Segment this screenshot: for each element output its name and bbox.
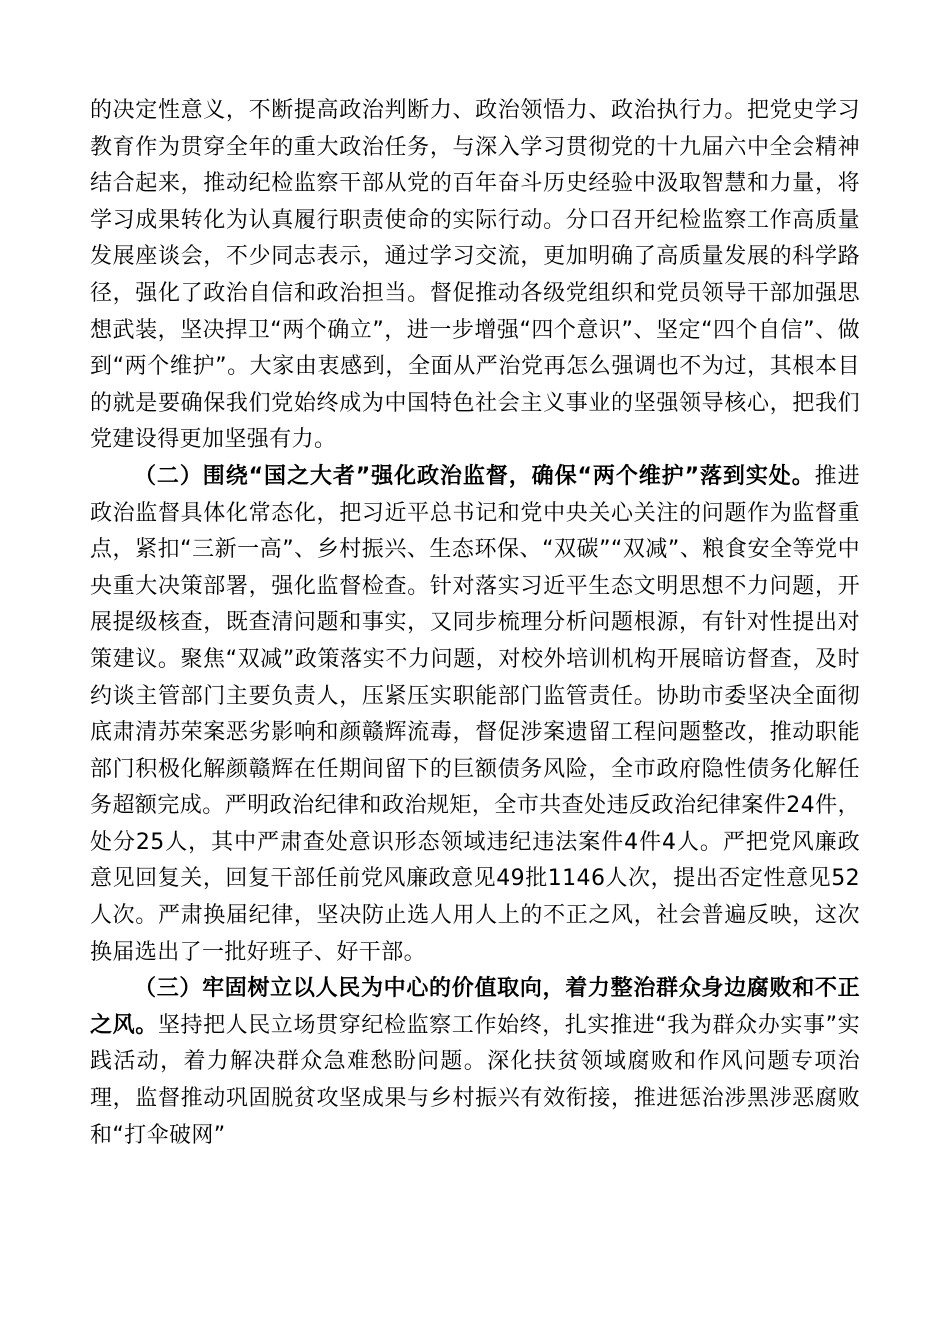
document-body [90, 93, 860, 1154]
section-2-paragraph [90, 459, 860, 971]
section-3-text: 坚持把人民立场贯穿纪检监察工作始终，扎实推进“我为群众办实事”实践活动，着力解决群众急难愁盼问题。深化扶贫领域腐败和作风问题专项治理，监督推动巩固脱贫攻坚成果与乡村振兴有效衔接，推进惩治涉黑涉恶腐败和“打伞破网” [90, 1012, 860, 1148]
section-3-paragraph [90, 971, 860, 1154]
section-2-text: 推进政治监督具体化常态化，把习近平总书记和党中央关心关注的问题作为监督重点，紧扣“三新一高”、乡村振兴、生态环保、“双碳”“双减”、粮食安全等党中央重大决策部署，强化监督检查。针对落实习近平生态文明思想不力问题，开展提级核查，既查清问题和事实，又同步梳理分析问题根源，有针对性提出对策建议。聚焦“双减”政策落实不力问题，对校外培训机构开展暗访督查，及时约谈主管部门主要负责人，压紧压实职能部门监管责任。协助市委坚决全面彻底肃清苏荣案恶劣影响和颜赣辉流毒，督促涉案遗留工程问题整改，推动职能部门积极化解颜赣辉在任期间留下的巨额债务风险，全市政府隐性债务化解任务超额完成。严明政治纪律和政治规矩，全市共查处违反政治纪律案件24件，处分25人，其中严肃查处意识形态领域违纪违法案件4件4人。严把党风廉政意见回复关，回复干部任前党风廉政意见49批1146人次，提出否定性意见52人次。严肃换届纪律，坚决防止选人用人上的不正之风，社会普遍反映，这次换届选出了一批好班子、好干部。 [90, 463, 860, 965]
paragraph-1-text: 的决定性意义，不断提高政治判断力、政治领悟力、政治执行力。把党史学习教育作为贯穿全年的重大政治任务，与深入学习贯彻党的十九届六中全会精神结合起来，推动纪检监察干部从党的百年奋斗历史经验中汲取智慧和力量，将学习成果转化为认真履行职责使命的实际行动。分口召开纪检监察工作高质量发展座谈会，不少同志表示，通过学习交流，更加明确了高质量发展的科学路径，强化了政治自信和政治担当。督促推动各级党组织和党员领导干部加强思想武装，坚决捍卫“两个确立”，进一步增强“四个意识”、坚定“四个自信”、做到“两个维护”。大家由衷感到，全面从严治党再怎么强调也不为过，其根本目的就是要确保我们党始终成为中国特色社会主义事业的坚强领导核心，把我们党建设得更加坚强有力。 [90, 98, 860, 453]
paragraph-1 [90, 93, 860, 459]
section-3-heading: （三）牢固树立以人民为中心的价值取向，着力整治群众身边腐败和不正之风。 [90, 976, 860, 1038]
section-2-heading: （二）围绕“国之大者”强化政治监督，确保“两个维护”落到实处。 [134, 463, 815, 489]
